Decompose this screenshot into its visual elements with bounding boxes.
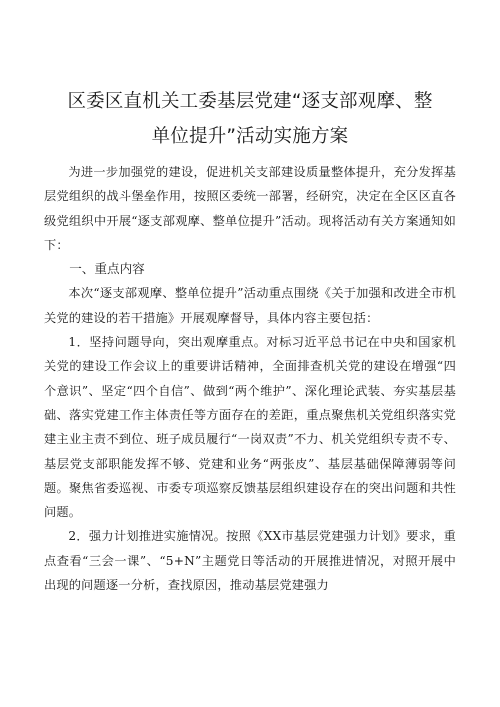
item-2-paragraph: 2．强力计划推进实施情况。按照《XX市基层党建强力计划》要求，重点查看“三会一课”、“5+N”主题党日等活动的开展推进情况，对照开展中出现的问题逐一分析，查找原因，推动基层党建强力: [44, 529, 456, 593]
document-title: [44, 84, 456, 154]
section-1-lead-paragraph: 本次“逐支部观摩、整单位提升”活动重点围绕《关于加强和改进全市机关党的建设的若干措施》开展观摩督导，具体内容主要包括：: [44, 286, 456, 325]
section-1-heading: 一、重点内容: [69, 261, 145, 277]
title-line-2: 单位提升”活动实施方案: [151, 126, 349, 147]
title-line-1: 区委区直机关工委基层党建“逐支部观摩、整: [67, 91, 433, 112]
item-1-paragraph: 1．坚持问题导向，突出观摩重点。对标习近平总书记在中央和国家机关党的建设工作会议上的重要讲话精神，全面排查机关党的建设在增强“四个意识”、坚定“四个自信”、做到“两个维护”、深化理论武装、夯实基层基础、落实党建工作主体责任等方面存在的差距，重点聚焦机关党组织落实党建主业主责不到位、班子成员履行“一岗双责”不力、机关党组织专责不专、基层党支部职能发挥不够、党建和业务“两张皮”、基层基础保障薄弱等问题。聚焦省委巡视、市委专项巡察反馈基层组织建设存在的突出问题和共性问题。: [44, 335, 456, 520]
intro-paragraph: 为进一步加强党的建设，促进机关支部建设质量整体提升，充分发挥基层党组织的战斗堡垒作用，按照区委统一部署，经研究，决定在全区区直各级党组织中开展“逐支部观摩、整单位提升”活动。现将活动有关方案通知如下：: [44, 165, 456, 252]
